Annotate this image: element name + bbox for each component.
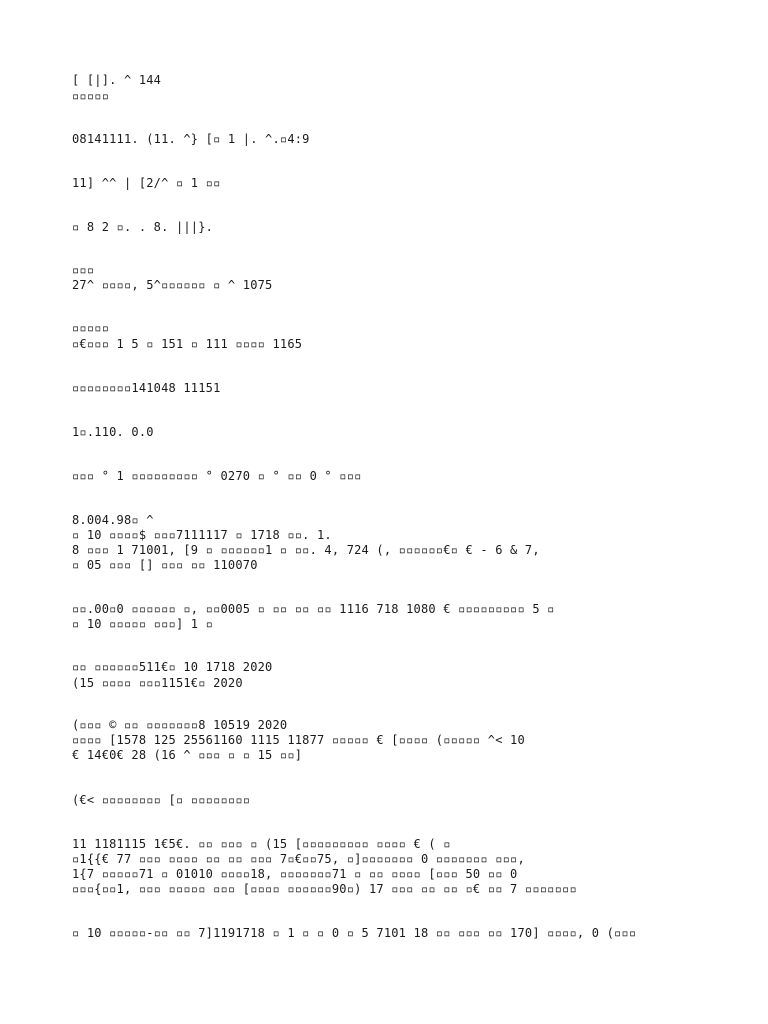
- text-line: (15 ▫▫▫▫ ▫▫▫1151€▫ 2020: [72, 676, 243, 690]
- text-line: 1▫.110. 0.0: [72, 425, 154, 439]
- text-line: ▫ 10 ▫▫▫▫▫ ▫▫▫] 1 ▫: [72, 617, 214, 631]
- text-line: 8 ▫▫▫ 1 71001, [9 ▫ ▫▫▫▫▫▫1 ▫ ▫▫. 4, 724 (, ▫▫▫▫▫▫€▫ € - 6 & 7,: [72, 543, 540, 557]
- text-line: ▫▫▫: [72, 263, 95, 277]
- text-line: ▫▫▫▫▫: [72, 321, 110, 335]
- text-line: ▫▫.00▫0 ▫▫▫▫▫▫ ▫, ▫▫0005 ▫ ▫▫ ▫▫ ▫▫ 1116 718 1080 € ▫▫▫▫▫▫▫▫▫ 5 ▫: [72, 602, 555, 616]
- text-line: 11] ^^ | [2/^ ▫ 1 ▫▫: [72, 176, 221, 190]
- text-line: [ [|]. ^ 144: [72, 73, 162, 87]
- text-line: ▫▫▫{▫▫1, ▫▫▫ ▫▫▫▫▫ ▫▫▫ [▫▫▫▫ ▫▫▫▫▫▫90▫) 17 ▫▫▫ ▫▫ ▫▫ ▫€ ▫▫ 7 ▫▫▫▫▫▫▫: [72, 882, 577, 896]
- text-line: 8.004.98▫ ^: [72, 513, 154, 527]
- text-line: 1{7 ▫▫▫▫▫71 ▫ 01010 ▫▫▫▫18, ▫▫▫▫▫▫▫71 ▫ ▫▫ ▫▫▫▫ [▫▫▫ 50 ▫▫ 0: [72, 867, 518, 881]
- text-line: ▫€▫▫▫ 1 5 ▫ 151 ▫ 111 ▫▫▫▫ 1165: [72, 337, 303, 351]
- text-line: ▫▫▫▫▫: [72, 89, 110, 103]
- text-line: (€< ▫▫▫▫▫▫▫▫ [▫ ▫▫▫▫▫▫▫▫: [72, 793, 251, 807]
- text-line: € 14€0€ 28 (16 ^ ▫▫▫ ▫ ▫ 15 ▫▫]: [72, 748, 303, 762]
- text-line: 27^ ▫▫▫▫, 5^▫▫▫▫▫▫ ▫ ^ 1075: [72, 278, 273, 292]
- text-line: 11 1181115 1€5€. ▫▫ ▫▫▫ ▫ (15 [▫▫▫▫▫▫▫▫▫ ▫▫▫▫ € ( ▫: [72, 837, 451, 851]
- text-line: ▫▫▫ ° 1 ▫▫▫▫▫▫▫▫▫ ° 0270 ▫ ° ▫▫ 0 ° ▫▫▫: [72, 469, 362, 483]
- text-line: ▫▫ ▫▫▫▫▫▫511€▫ 10 1718 2020: [72, 660, 273, 674]
- text-line: ▫1{{€ 77 ▫▫▫ ▫▫▫▫ ▫▫ ▫▫ ▫▫▫ 7▫€▫▫75, ▫]▫▫▫▫▫▫▫ 0 ▫▫▫▫▫▫▫ ▫▫▫,: [72, 852, 525, 866]
- text-line: ▫ 10 ▫▫▫▫▫-▫▫ ▫▫ 7]1191718 ▫ 1 ▫ ▫ 0 ▫ 5 7101 18 ▫▫ ▫▫▫ ▫▫ 170] ▫▫▫▫, 0 (▫▫▫: [72, 926, 637, 940]
- text-line: ▫ 10 ▫▫▫▫$ ▫▫▫7111117 ▫ 1718 ▫▫. 1.: [72, 528, 332, 542]
- text-line: ▫ 05 ▫▫▫ [] ▫▫▫ ▫▫ 110070: [72, 558, 258, 572]
- text-line: (▫▫▫ © ▫▫ ▫▫▫▫▫▫▫8 10519 2020: [72, 718, 288, 732]
- text-line: ▫ 8 2 ▫. . 8. |||}.: [72, 220, 214, 234]
- text-line: 08141111. (11. ^} [▫ 1 |. ^.▫4:9: [72, 132, 310, 146]
- text-line: ▫▫▫▫▫▫▫▫141048 11151: [72, 381, 221, 395]
- text-line: ▫▫▫▫ [1578 125 25561160 1115 11877 ▫▫▫▫▫ € [▫▫▫▫ (▫▫▫▫▫ ^< 10: [72, 733, 525, 747]
